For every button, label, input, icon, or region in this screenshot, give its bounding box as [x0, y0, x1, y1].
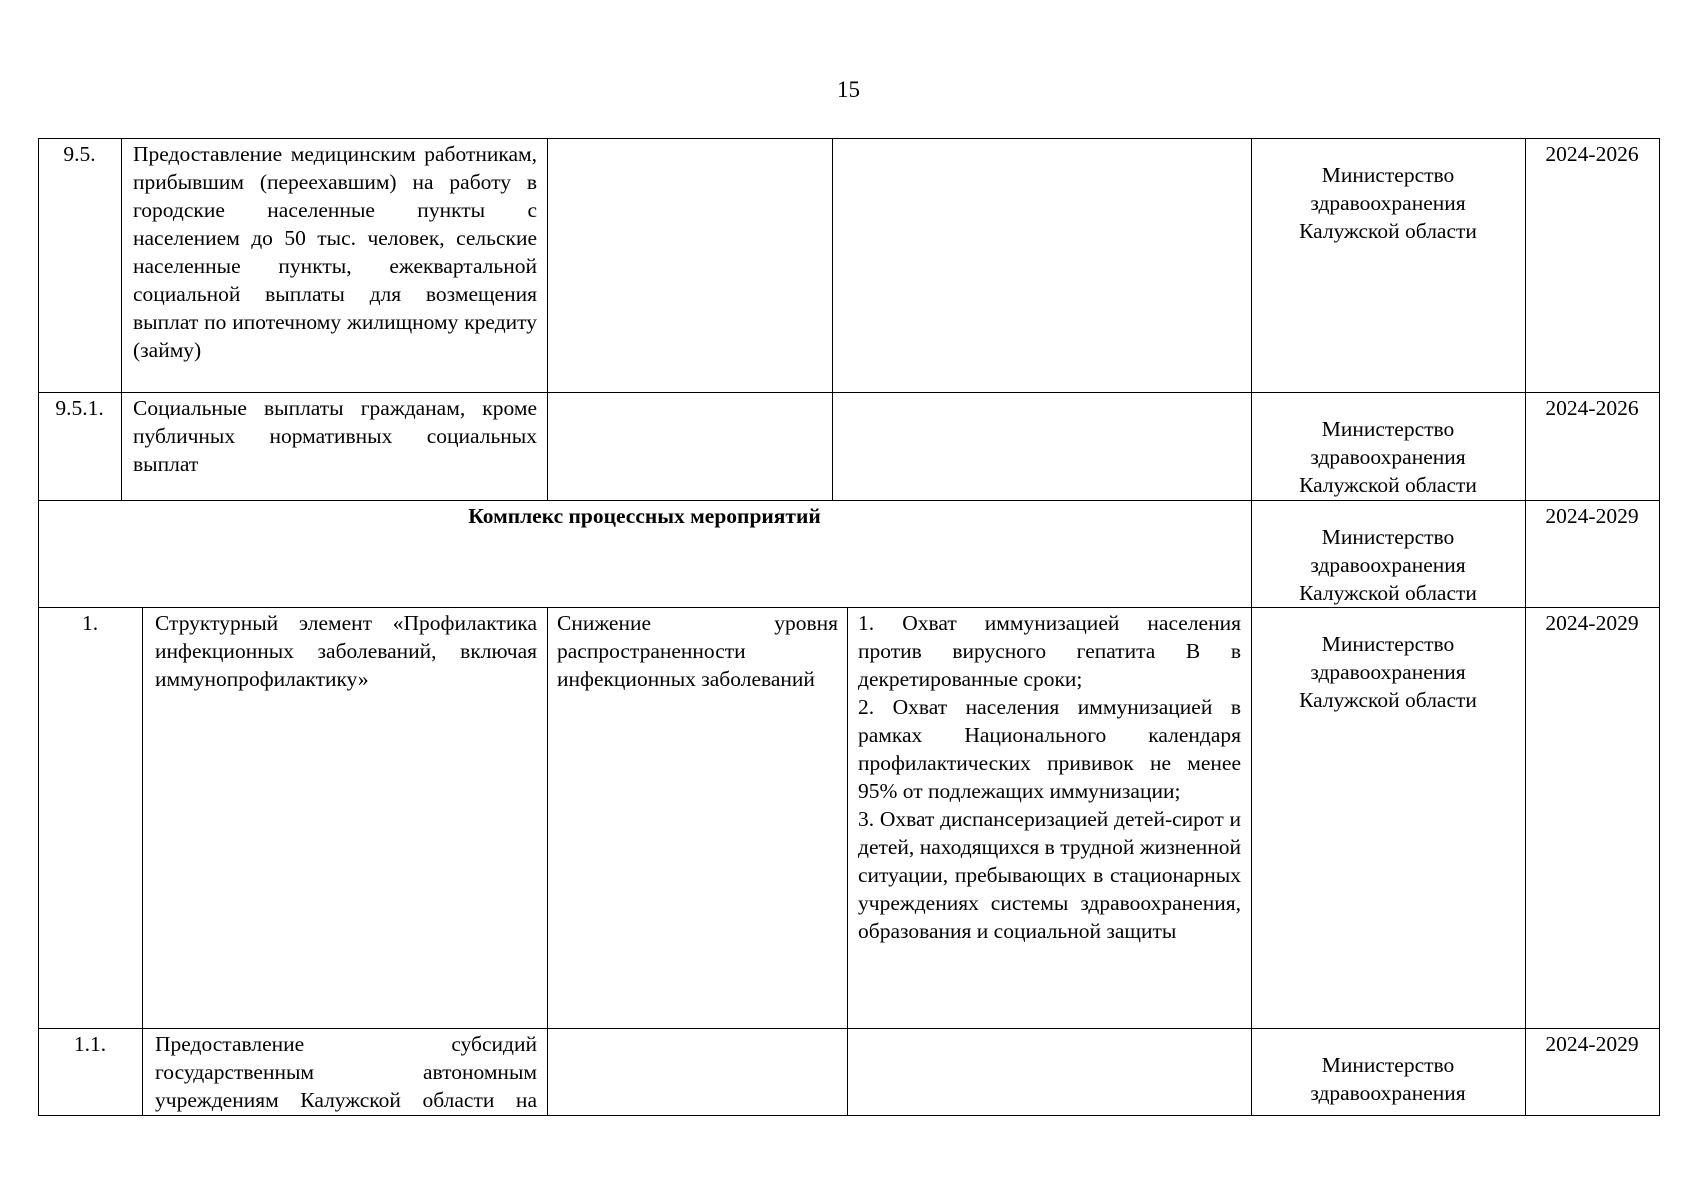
responsible-cell: Министерство здравоохранения	[1310, 1053, 1466, 1105]
row-number: 1.	[81, 611, 99, 635]
activity-name: Структурный элемент «Профилактика инфекционных заболеваний, включая иммунопрофилактику»	[155, 611, 537, 691]
indicators-cell: 1. Охват иммунизацией населения против вирусного гепатита В в декретированные сроки; 2. Охват населения иммунизацией в рамках Национального календаря профилактических прививок не менее 95% от подлежащих иммунизации; 3. Охват диспансеризацией детей-сирот и детей, находящихся в трудной жизненной ситуации, пребывающих в стационарных учреждениях системы здравоохранения, образования и социальной защиты	[858, 611, 1241, 943]
period-cell: 2024-2026	[1545, 142, 1639, 166]
activity-name: Предоставление субсидий государственным автономным учреждениям Калужской области на	[155, 1032, 537, 1112]
col-divider	[547, 138, 548, 500]
task-cell: Снижение уровня распространенности инфекционных заболеваний	[557, 611, 838, 691]
activity-name: Предоставление медицинским работникам, прибывшим (переехавшим) на работу в городские населенные пункты с населением до 50 тыс. человек, сельские населенные пункты, ежеквартальной социальной выплаты для возмещения выплат по ипотечному жилищному кредиту (займу)	[133, 142, 537, 362]
row-number: 1.1.	[73, 1032, 107, 1056]
table-border-bottom	[38, 1115, 1659, 1116]
period-cell: 2024-2026	[1545, 396, 1639, 420]
page-number: 15	[837, 77, 860, 102]
activity-name: Социальные выплаты гражданам, кроме публичных нормативных социальных выплат	[133, 396, 537, 476]
period-cell: 2024-2029	[1545, 1032, 1639, 1056]
table-border-top	[38, 138, 1659, 139]
row-divider	[38, 1028, 1659, 1029]
col-divider	[1251, 138, 1252, 1116]
col-divider	[547, 607, 548, 1116]
row-divider	[38, 392, 1659, 393]
row-divider	[38, 607, 1659, 608]
responsible-cell: Министерство здравоохранения Калужской области	[1299, 632, 1477, 712]
table-border-right	[1659, 138, 1660, 1116]
col-divider	[847, 607, 848, 1116]
responsible-cell: Министерство здравоохранения Калужской области	[1299, 163, 1477, 243]
period-cell: 2024-2029	[1545, 611, 1639, 635]
responsible-cell: Министерство здравоохранения Калужской области	[1299, 417, 1477, 497]
col-divider	[121, 138, 122, 500]
period-cell: 2024-2029	[1545, 504, 1639, 528]
col-divider	[142, 607, 143, 1116]
responsible-cell: Министерство здравоохранения Калужской области	[1299, 525, 1477, 605]
row-number: 9.5.	[63, 142, 96, 166]
section-title: Комплекс процессных мероприятий	[468, 504, 821, 528]
col-divider	[832, 138, 833, 500]
row-divider	[38, 500, 1659, 501]
row-number: 9.5.1.	[55, 396, 104, 420]
